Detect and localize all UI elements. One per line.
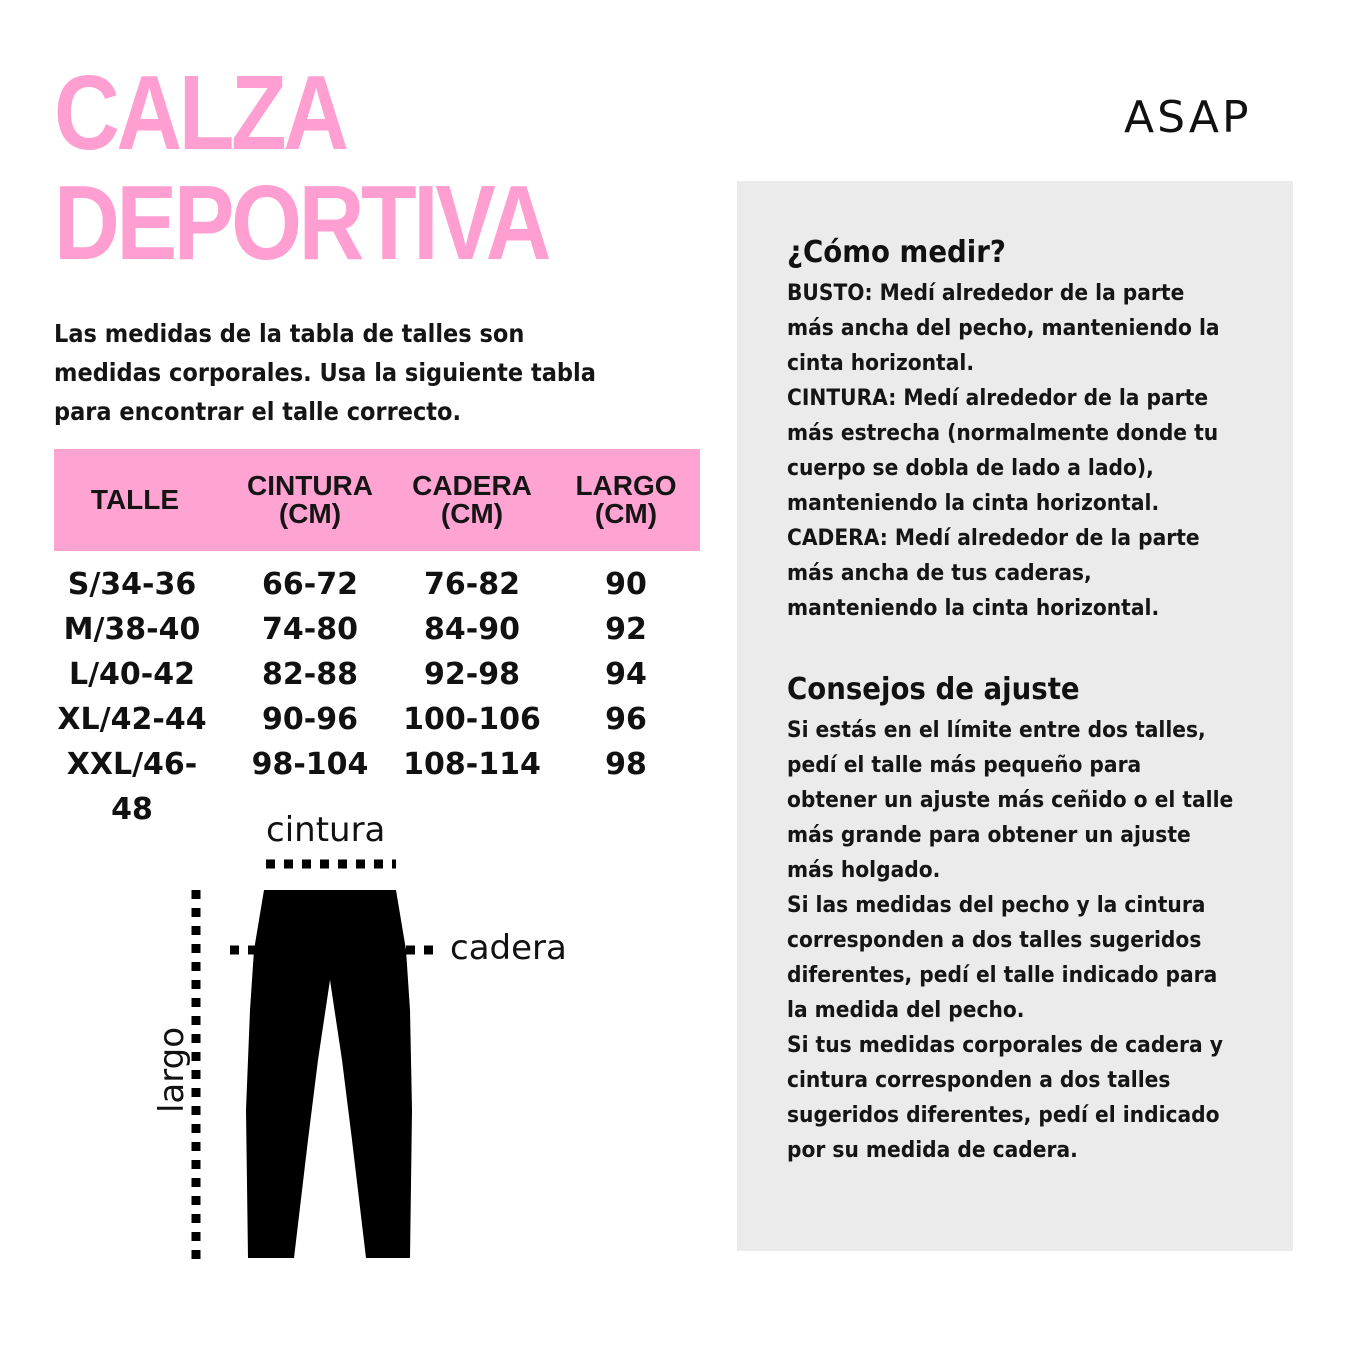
table-row xyxy=(54,652,700,697)
size-table-header xyxy=(54,449,700,551)
cell-talle: M/38-40 xyxy=(63,612,201,647)
cell-talle: L/40-42 xyxy=(68,657,196,692)
leggings-illustration xyxy=(130,810,590,1270)
header-cintura: CINTURA (CM) xyxy=(247,470,373,529)
header-talle: TALLE xyxy=(90,484,180,515)
table-row xyxy=(54,697,700,742)
leggings-diagram xyxy=(130,810,590,1270)
brand-logo: ASAP xyxy=(1124,92,1252,143)
fit-tips-heading: Consejos de ajuste xyxy=(787,672,1080,707)
cell-talle: XXL/46-48 xyxy=(66,747,198,827)
table-row xyxy=(54,607,700,652)
info-panel xyxy=(737,181,1293,1251)
table-row xyxy=(54,742,700,827)
header-cadera: CADERA (CM) xyxy=(412,470,532,529)
cell-cadera: 100-106 xyxy=(403,702,541,737)
cell-cadera: 108-114 xyxy=(403,747,541,782)
how-to-measure-text: BUSTO: Medí alrededor de la parte más ancha del pecho, manteniendo la cinta horizontal. CINTURA: Medí alrededor de la parte más estrecha (normalmente donde tu cuerpo se dobla de lado a lado), manteniendo la cinta horizontal. CADERA: Medí alrededor de la parte más ancha de tus caderas, manteniendo la cinta horizontal. xyxy=(787,281,1220,621)
title-line-1: CALZA xyxy=(54,54,346,172)
cell-largo: 92 xyxy=(605,612,647,647)
cell-cadera: 92-98 xyxy=(424,657,520,692)
leggings-silhouette xyxy=(246,890,412,1258)
cell-largo: 98 xyxy=(605,747,647,782)
table-row xyxy=(54,562,700,607)
header-largo: LARGO (CM) xyxy=(575,470,677,529)
cell-cintura: 74-80 xyxy=(262,612,358,647)
cell-cintura: 82-88 xyxy=(262,657,358,692)
cell-cintura: 90-96 xyxy=(262,702,358,737)
cell-cadera: 84-90 xyxy=(424,612,520,647)
cell-talle: S/34-36 xyxy=(67,567,197,602)
size-table-body xyxy=(54,562,700,827)
cell-largo: 90 xyxy=(605,567,647,602)
cell-cadera: 76-82 xyxy=(424,567,520,602)
intro-text: Las medidas de la tabla de talles son medidas corporales. Usa la siguiente tabla para encontrar el talle correcto. xyxy=(54,319,596,426)
cell-largo: 96 xyxy=(605,702,647,737)
cell-largo: 94 xyxy=(605,657,647,692)
fit-tips-text: Si estás en el límite entre dos talles, pedí el talle más pequeño para obtener un ajuste más ceñido o el talle más grande para obtener un ajuste más holgado. Si las medidas del pecho y la cintura corresponden a dos talles sugeridos diferentes, pedí el talle indicado para la medida del pecho. Si tus medidas corporales de cadera y cintura corresponden a dos talles sugeridos diferentes, pedí el indicado por su medida de cadera. xyxy=(787,718,1234,1163)
length-label: largo xyxy=(152,1026,192,1114)
cell-talle: XL/42-44 xyxy=(57,702,207,737)
hip-label: cadera xyxy=(450,928,567,968)
how-to-measure-heading: ¿Cómo medir? xyxy=(787,235,1006,270)
title-line-2: DEPORTIVA xyxy=(54,164,549,282)
cell-cintura: 66-72 xyxy=(262,567,358,602)
waist-label: cintura xyxy=(266,810,386,850)
page-title xyxy=(54,54,549,282)
cell-cintura: 98-104 xyxy=(251,747,369,782)
